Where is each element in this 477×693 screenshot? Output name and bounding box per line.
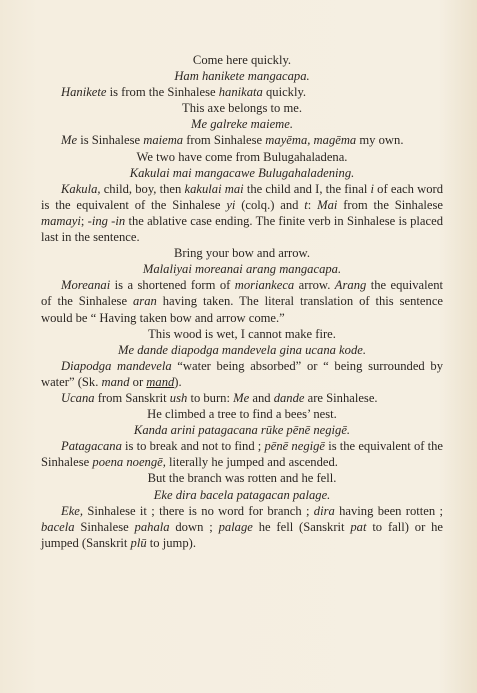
english-sentence: Bring your bow and arrow. xyxy=(174,246,310,261)
vedda-sentence: Malaliyai moreanai arang mangacapa. xyxy=(142,262,342,277)
english-sentence: But the branch was rotten and he fell. xyxy=(147,471,337,486)
gloss-paragraph: Moreanai is a shortened form of moriankeca arrow. Arang the equivalent of the Sinhalese aran having taken. The literal translation of this sentence would be “ Having taken bow and arrow come.” xyxy=(41,278,443,325)
gloss-paragraph: Eke, Sinhalese it ; there is no word for branch ; dira having been rotten ; bacela Sinhalese pahala down ; palage he fell (Sanskrit pat to fall) or he jumped (Sanskrit plū to jump). xyxy=(41,503,443,550)
gloss-paragraph: Hanikete is from the Sinhalese hanikata quickly. xyxy=(61,85,307,100)
vedda-sentence: Kakulai mai mangacawe Bulugahaladening. xyxy=(129,165,355,180)
english-sentence: Come here quickly. xyxy=(192,53,292,67)
english-sentence: This wood is wet, I cannot make fire. xyxy=(148,326,336,341)
vedda-sentence: Eke dira bacela patagacan palage. xyxy=(153,487,331,502)
english-sentence: He climbed a tree to find a bees’ nest. xyxy=(147,407,337,422)
gloss-paragraph: Ucana from Sanskrit ush to burn: Me and dande are Sinhalese. xyxy=(61,390,378,405)
gloss-paragraph: Me is Sinhalese maiema from Sinhalese mayēma, magēma my own. xyxy=(61,133,404,148)
vedda-sentence: Ham hanikete mangacapa. xyxy=(174,69,310,84)
gloss-paragraph: Patagacana is to break and not to find ; pēnē negigē is the equivalent of the Sinhalese poena noengē, literally he jumped and ascended. xyxy=(41,439,444,470)
vedda-sentence: Me galreke maieme. xyxy=(191,117,293,132)
gloss-paragraph: Diapodga mandevela “water being absorbed” or “ being surrounded by water” (Sk. mand or mand). xyxy=(41,358,444,389)
vedda-sentence: Me dande diapodga mandevela gina ucana kode. xyxy=(118,342,366,357)
page-text xyxy=(41,52,443,551)
english-sentence: We two have come from Bulugahaladena. xyxy=(136,149,348,164)
vedda-sentence: Kanda arini patagacana rūke pēnē negigē. xyxy=(133,423,351,438)
gloss-paragraph: Kakula, child, boy, then kakulai mai the child and I, the final i of each word is the equivalent of the Sinhalese yi (colq.) and t: Mai from the Sinhalese mamayi; -ing -in the ablative case ending. The finite verb in Sinhalese is placed last in the sentence. xyxy=(41,181,443,245)
english-sentence: This axe belongs to me. xyxy=(182,101,302,116)
